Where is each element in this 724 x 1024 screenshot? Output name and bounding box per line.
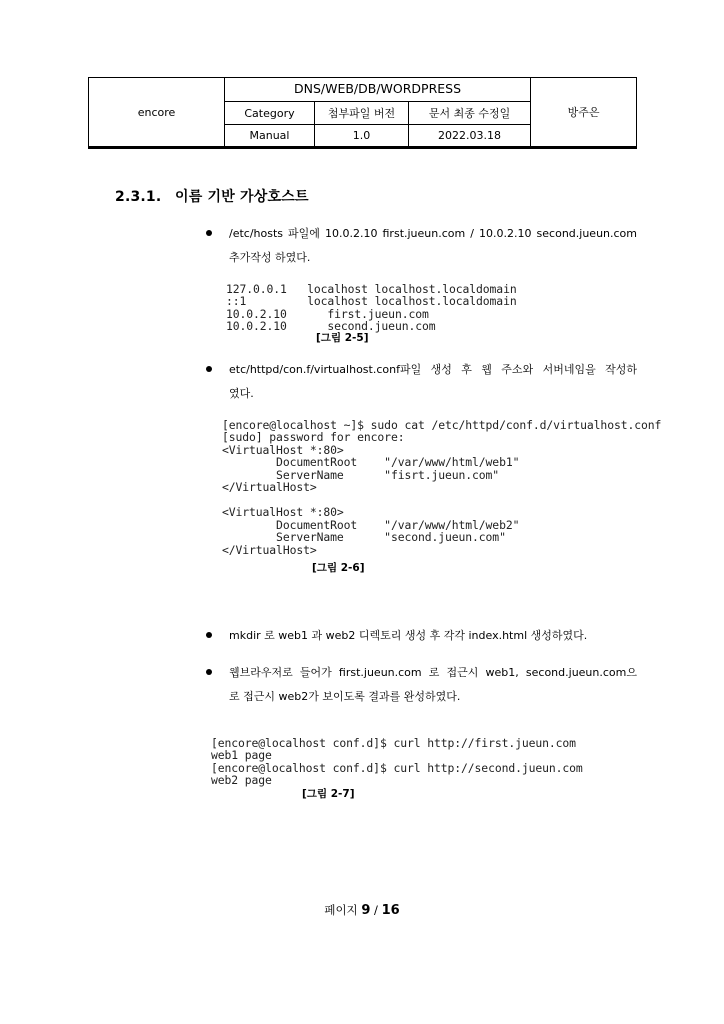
figure-caption-2-7: [그림 2-7] <box>302 788 355 800</box>
code-line: [encore@localhost ~]$ sudo cat /etc/httpd/conf.d/virtualhost.conf <box>222 417 662 432</box>
bullet-icon <box>206 230 212 236</box>
code-line: <VirtualHost *:80> <box>222 505 344 519</box>
code-line: ServerName "fisrt.jueun.com" <box>222 467 500 482</box>
code-line: [sudo] password for encore: <box>222 430 405 444</box>
bullet-icon <box>206 632 212 638</box>
header-col-category: Category <box>225 102 315 125</box>
code-line: 10.0.2.10 first.jueun.com <box>226 306 429 321</box>
section-heading <box>115 186 309 206</box>
bullet-icon <box>206 669 212 675</box>
bullet-3-line1: mkdir 로 web1 과 web2 디렉토리 생성 후 각각 index.html 생성하였다. <box>229 629 588 642</box>
header-category-value: Manual <box>225 125 315 148</box>
footer-separator: / <box>374 903 378 917</box>
header-version-value: 1.0 <box>315 125 409 148</box>
code-line: 10.0.2.10 second.jueun.com <box>226 319 436 333</box>
header-date-value: 2022.03.18 <box>409 125 531 148</box>
bullet-4-line2: 로 접근시 web2가 보이도록 결과를 완성하였다. <box>229 690 461 703</box>
header-col-version: 첨부파일 버전 <box>315 102 409 125</box>
curl-output-code <box>211 724 591 787</box>
code-line: DocumentRoot "/var/www/html/web1" <box>222 455 520 469</box>
code-line: web2 page <box>211 773 272 787</box>
footer-current-page: 9 <box>361 903 371 918</box>
bullet-2-line2: 였다. <box>229 387 254 400</box>
bullet-1-line2: 추가작성 하였다. <box>229 251 311 264</box>
figure-caption-2-5: [그림 2-5] <box>316 332 369 344</box>
code-line: web1 page <box>211 748 272 762</box>
hosts-file-code <box>226 270 517 333</box>
code-line: [encore@localhost conf.d]$ curl http://second.jueun.com <box>211 760 583 775</box>
header-company: encore <box>89 78 225 148</box>
header-col-date: 문서 최종 수정일 <box>409 102 531 125</box>
section-number: 2.3.1. <box>115 189 162 205</box>
bullet-1-line1: /etc/hosts 파일에 10.0.2.10 first.jueun.com / 10.0.2.10 second.jueun.com <box>229 227 637 240</box>
figure-caption-2-6: [그림 2-6] <box>312 562 365 574</box>
document-header-table <box>88 77 637 149</box>
code-line: [encore@localhost conf.d]$ curl http://first.jueun.com <box>211 735 576 750</box>
code-line: DocumentRoot "/var/www/html/web2" <box>222 517 520 532</box>
virtualhost-conf-code <box>222 406 662 557</box>
footer-page-label: 페이지 <box>324 903 358 917</box>
code-line: ServerName "second.jueun.com" <box>222 530 506 544</box>
code-line: ::1 localhost localhost.localdomain <box>226 294 517 308</box>
bullet-2-line1: etc/httpd/con.f/virtualhost.conf파일 생성 후 웹 주소와 서버네임을 작성하 <box>229 363 637 376</box>
code-line: </VirtualHost> <box>222 480 317 494</box>
header-author: 방주은 <box>531 78 637 148</box>
code-line: </VirtualHost> <box>222 542 317 557</box>
code-line: 127.0.0.1 localhost localhost.localdomain <box>226 281 517 296</box>
footer-total-pages: 16 <box>381 903 400 918</box>
bullet-icon <box>206 366 212 372</box>
page-footer <box>0 902 724 918</box>
code-line: <VirtualHost *:80> <box>222 442 344 457</box>
section-title: 이름 기반 가상호스트 <box>175 189 309 205</box>
header-title: DNS/WEB/DB/WORDPRESS <box>225 78 531 102</box>
bullet-4-line1: 웹브라우저로 들어가 first.jueun.com 로 접근시 web1, second.jueun.com으 <box>229 666 637 679</box>
